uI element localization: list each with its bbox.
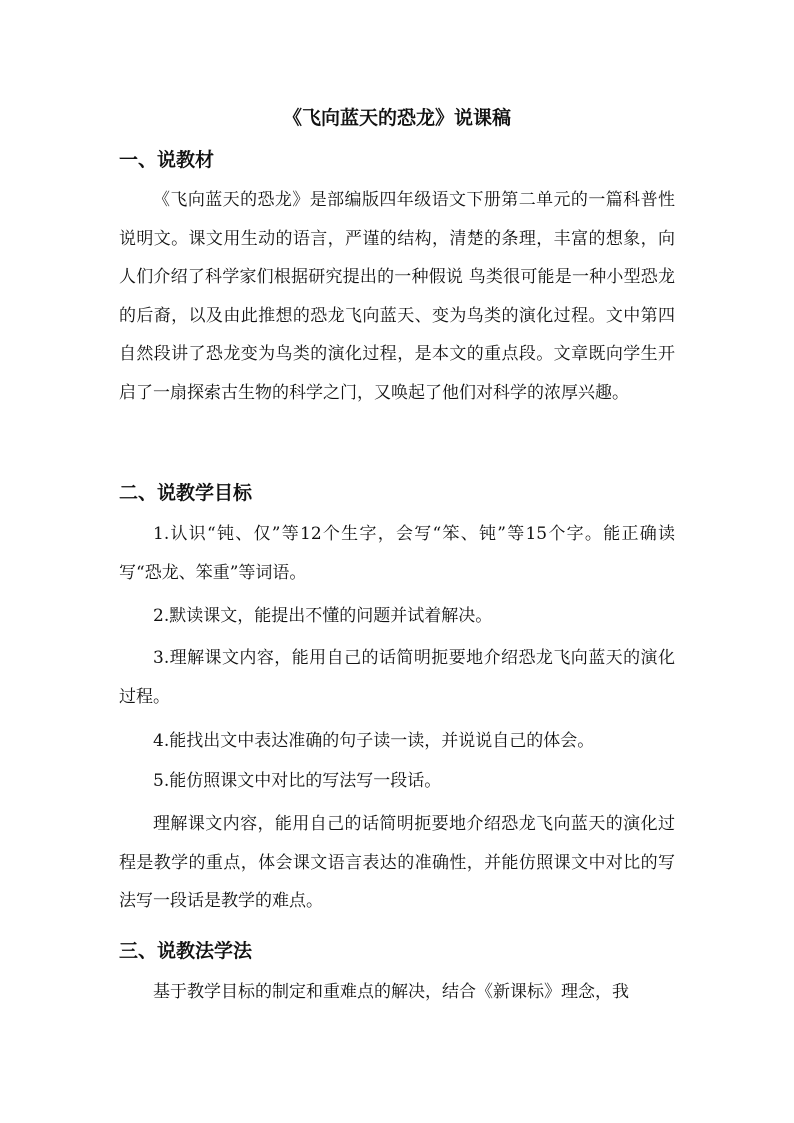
methods-paragraph: 基于教学目标的制定和重难点的解决，结合《新课标》理念，我 [153,982,629,1002]
objective-item-5: 5.能仿照课文中对比的写法写一段话。 [153,771,442,791]
section-heading-textbook: 一、说教材 [119,149,215,171]
section-heading-methods: 三、说教法学法 [119,940,253,962]
section-heading-objectives: 二、说教学目标 [119,482,253,504]
objective-item-4: 4.能找出文中表达准确的句子读一读，并说说自己的体会。 [153,731,595,751]
document-title: 《飞向蓝天的恐龙》说课稿 [282,107,511,129]
objective-item-2: 2.默读课文，能提出不懂的问题并试着解决。 [153,606,493,626]
objectives-summary: 理解课文内容，能用自己的话简明扼要地介绍恐龙飞向蓝天的演化过程是教学的重点，体会课文语言表达的准确性，并能仿照课文中对比的写法写一段话是教学的难点。 [119,814,675,911]
objective-item-3: 3.理解课文内容，能用自己的话简明扼要地介绍恐龙飞向蓝天的演化过程。 [119,648,675,707]
objective-item-1: 1.认识“钝、仅”等12个生字，会写“笨、钝”等15个字。能正确读写“恐龙、笨重”等词语。 [119,524,675,583]
textbook-paragraph: 《飞向蓝天的恐龙》是部编版四年级语文下册第二单元的一篇科普性说明文。课文用生动的语言，严谨的结构，清楚的条理，丰富的想象，向人们介绍了科学家们根据研究提出的一种假说 鸟类很可能是一种小型恐龙的后裔，以及由此推想的恐龙飞向蓝天、变为鸟类的演化过程。文中第四自然段讲了恐龙变为鸟类的演化过程，是本文的重点段。文章既向学生开启了一扇探索古生物的科学之门，又唤起了他们对科学的浓厚兴趣。 [119,190,675,403]
